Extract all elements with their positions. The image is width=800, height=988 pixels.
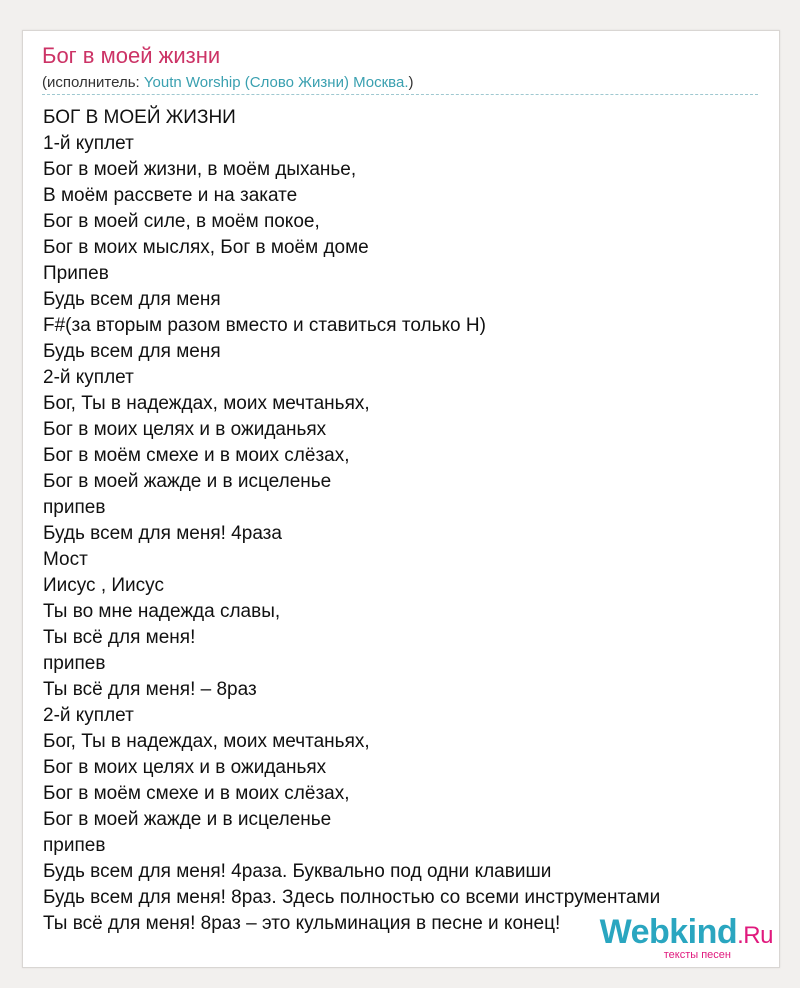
lyrics-page <box>22 30 780 968</box>
logo-wordmark <box>600 915 773 953</box>
lyric-line: F#(за вторым разом вместо и ставиться только H) <box>43 315 486 336</box>
webkind-logo[interactable] <box>600 915 773 961</box>
lyric-line: Бог в моей силе, в моём покое, <box>43 211 320 232</box>
lyric-line: Бог, Ты в надеждах, моих мечтаньях, <box>43 731 370 752</box>
logo-tagline: тексты песен <box>663 949 731 961</box>
lyric-line: Бог в моём смехе и в моих слёзах, <box>43 783 350 804</box>
lyric-line: припев <box>43 497 106 518</box>
lyric-line: Будь всем для меня! 8раз. Здесь полностью со всеми инструментами <box>43 887 661 908</box>
lyric-line: 1-й куплет <box>43 133 134 154</box>
logo-tld: .Ru <box>737 922 773 949</box>
lyric-line: припев <box>43 835 106 856</box>
lyric-line: Мост <box>43 549 88 570</box>
lyric-line: Ты во мне надежда славы, <box>43 601 281 622</box>
lyric-line: Ты всё для меня! – 8раз <box>43 679 257 700</box>
artist-link[interactable]: Youtn Worship (Слово Жизни) Москва. <box>143 74 409 91</box>
artist-prefix: (исполнитель: <box>42 74 144 91</box>
lyric-line: Бог в моей жизни, в моём дыханье, <box>43 159 357 180</box>
artist-line <box>42 74 413 91</box>
lyric-line: Бог в моих целях и в ожиданьях <box>43 757 327 778</box>
lyric-line: БОГ В МОЕЙ ЖИЗНИ <box>43 107 236 128</box>
lyric-line: 2-й куплет <box>43 367 134 388</box>
lyric-line: Ты всё для меня! <box>43 627 196 648</box>
lyric-line: Будь всем для меня <box>43 341 221 362</box>
lyric-line: Будь всем для меня <box>43 289 221 310</box>
header-divider <box>42 94 758 95</box>
lyric-line: Иисус , Иисус <box>43 575 164 596</box>
lyric-line: Бог в моём смехе и в моих слёзах, <box>43 445 350 466</box>
artist-suffix: ) <box>408 74 414 91</box>
lyric-line: Бог в моих целях и в ожиданьях <box>43 419 327 440</box>
lyric-line: Припев <box>43 263 109 284</box>
lyric-line: Бог в моих мыслях, Бог в моём доме <box>43 237 369 258</box>
lyric-line: 2-й куплет <box>43 705 134 726</box>
lyric-line: В моём рассвете и на закате <box>43 185 298 206</box>
lyric-line: Бог в моей жажде и в исцеленье <box>43 471 332 492</box>
lyric-line: припев <box>43 653 106 674</box>
lyric-line: Бог в моей жажде и в исцеленье <box>43 809 332 830</box>
lyric-line: Будь всем для меня! 4раза. Буквально под одни клавиши <box>43 861 552 882</box>
lyric-line: Будь всем для меня! 4раза <box>43 523 282 544</box>
lyric-line: Ты всё для меня! 8раз – это кульминация в песне и конец! <box>43 913 561 934</box>
lyrics-text <box>43 105 660 937</box>
lyric-line: Бог, Ты в надеждах, моих мечтаньях, <box>43 393 370 414</box>
logo-main-text: Webkind <box>599 913 738 951</box>
song-title: Бог в моей жизни <box>42 43 221 68</box>
